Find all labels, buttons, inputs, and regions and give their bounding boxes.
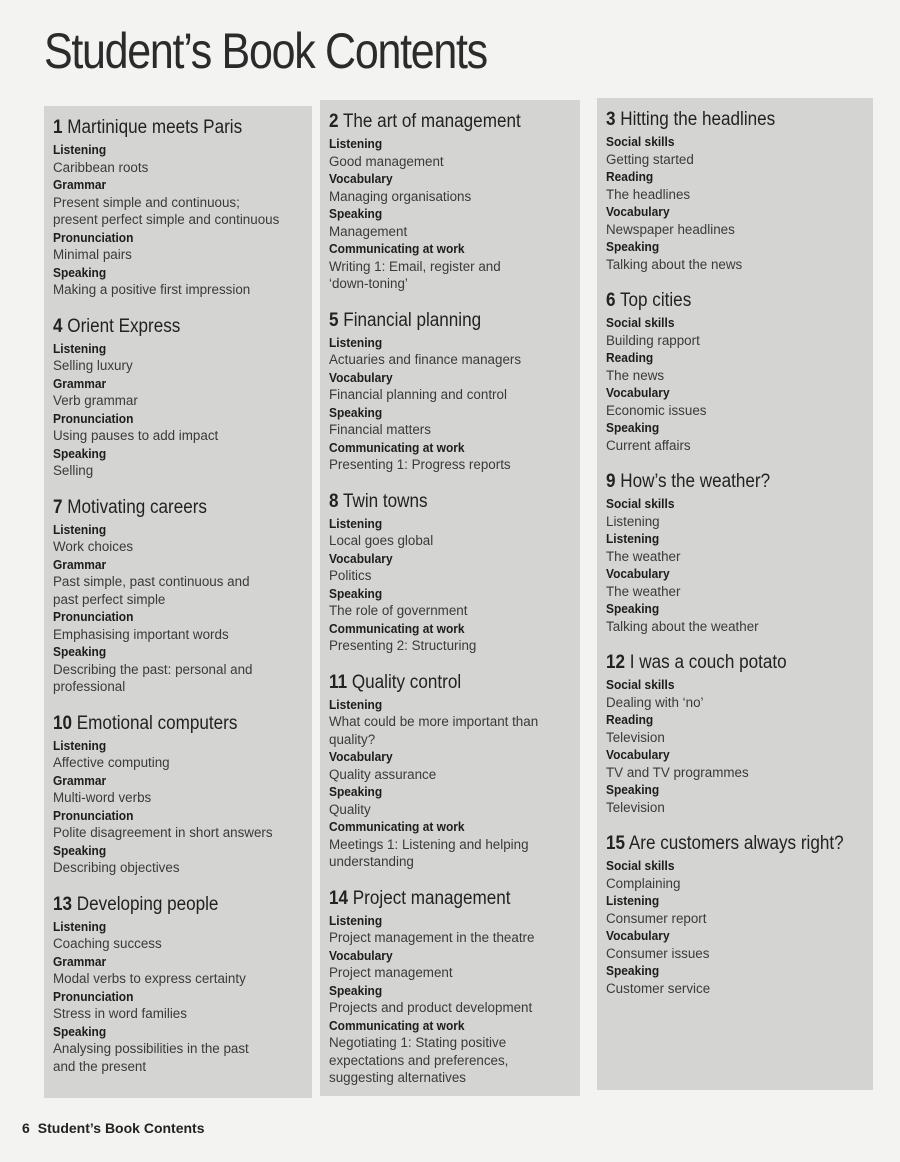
section-label: Vocabulary: [606, 566, 670, 581]
unit-heading: [329, 671, 548, 695]
unit-title: Top cities: [619, 290, 692, 311]
unit-block: [53, 496, 304, 696]
section-label: Listening: [53, 918, 107, 934]
section-item: Local goes global: [329, 533, 434, 548]
unit-number: 14: [329, 887, 349, 909]
section-label: Reading: [606, 712, 654, 727]
contents-column-3: [597, 98, 873, 1090]
contents-column-2: [320, 100, 580, 1096]
section-item: Selling: [53, 463, 94, 478]
section-item: Quality assurance: [329, 766, 437, 782]
section-label: Speaking: [329, 585, 383, 601]
unit-number: 8: [329, 490, 339, 512]
section-label: Listening: [606, 531, 660, 546]
section-label: Speaking: [606, 963, 660, 978]
unit-title: I was a couch potato: [629, 652, 787, 673]
section-item: Quality: [329, 801, 371, 817]
section-item: Modal verbs to express certainty: [53, 971, 246, 986]
page-title: Student’s Book Contents: [44, 23, 487, 79]
section-label: Vocabulary: [329, 550, 393, 566]
unit-block: [329, 490, 572, 655]
section-label: Listening: [53, 340, 107, 356]
section-item: TV and TV programmes: [606, 764, 749, 780]
section-item: Economic issues: [606, 402, 707, 418]
unit-heading: [53, 496, 279, 520]
section-item: Affective computing: [53, 755, 170, 770]
section-item: Making a positive first impression: [53, 282, 251, 297]
section-item: Minimal pairs: [53, 247, 132, 262]
section-item: Politics: [329, 568, 372, 583]
unit-number: 7: [53, 496, 63, 518]
section-label: Social skills: [606, 134, 675, 149]
section-label: Vocabulary: [329, 369, 393, 385]
section-item: Projects and product development: [329, 1000, 533, 1015]
unit-number: 5: [329, 309, 339, 331]
section-item: The role of government: [329, 603, 468, 618]
section-label: Listening: [53, 737, 107, 753]
section-label: Social skills: [606, 858, 675, 873]
section-label: Speaking: [329, 404, 383, 420]
unit-block: [53, 315, 304, 480]
section-label: Listening: [53, 142, 107, 157]
section-label: Listening: [329, 334, 383, 350]
section-label: Speaking: [53, 264, 107, 280]
section-label: Pronunciation: [53, 410, 134, 426]
unit-heading: [606, 108, 839, 132]
unit-number: 11: [329, 671, 348, 693]
section-item: Getting started: [606, 151, 694, 167]
section-label: Vocabulary: [606, 747, 670, 762]
section-item: Customer service: [606, 980, 711, 996]
section-label: Reading: [606, 350, 654, 365]
section-label: Social skills: [606, 315, 675, 330]
section-label: Speaking: [53, 445, 107, 461]
section-item: Financial planning and control: [329, 387, 507, 402]
section-label: Pronunciation: [53, 988, 134, 1004]
unit-block: [606, 289, 865, 454]
unit-title: Project management: [352, 887, 511, 909]
unit-number: 2: [329, 111, 339, 132]
section-item: Television: [606, 729, 665, 745]
unit-number: 3: [606, 109, 616, 130]
section-item: Listening: [606, 513, 660, 529]
section-label: Listening: [53, 521, 107, 537]
section-item: Television: [606, 799, 665, 815]
unit-block: [329, 887, 572, 1087]
section-label: Speaking: [329, 982, 383, 998]
section-label: Speaking: [606, 601, 660, 616]
section-label: Reading: [606, 169, 654, 184]
section-item: Consumer issues: [606, 945, 710, 961]
section-item: Talking about the weather: [606, 618, 759, 634]
section-item: Presenting 1: Progress reports: [329, 457, 511, 472]
unit-heading: [606, 832, 844, 856]
section-item: Dealing with ‘no’: [606, 694, 704, 710]
unit-block: [329, 110, 572, 293]
unit-heading: [606, 289, 839, 313]
footer-label: Student’s Book Contents: [37, 1120, 205, 1136]
section-label: Communicating at work: [329, 439, 465, 455]
section-label: Vocabulary: [329, 947, 393, 963]
section-item: Writing 1: Email, register and ‘down-toning’: [329, 258, 501, 291]
section-label: Grammar: [53, 772, 107, 788]
contents-column-1: [44, 106, 312, 1098]
section-item: Presenting 2: Structuring: [329, 638, 477, 653]
section-label: Speaking: [53, 1023, 107, 1039]
section-label: Speaking: [53, 842, 107, 858]
section-item: The headlines: [606, 186, 691, 202]
section-label: Vocabulary: [329, 749, 393, 764]
section-item: Meetings 1: Listening and helping understanding: [329, 836, 529, 869]
section-item: Past simple, past continuous and past perfect simple: [53, 574, 250, 607]
section-item: Project management: [329, 965, 453, 980]
section-label: Vocabulary: [606, 204, 670, 219]
unit-heading: [329, 110, 548, 134]
page-footer: [22, 1120, 205, 1136]
section-item: The news: [606, 367, 665, 383]
unit-title: How’s the weather?: [620, 471, 771, 492]
section-label: Grammar: [53, 953, 107, 969]
section-item: Negotiating 1: Stating positive expectations and preferences, suggesting alternatives: [329, 1035, 509, 1085]
unit-block: [606, 832, 865, 997]
section-item: Present simple and continuous; present perfect simple and continuous: [53, 194, 280, 227]
unit-title: Developing people: [76, 893, 219, 915]
section-item: Emphasising important words: [53, 626, 229, 642]
section-item: Talking about the news: [606, 256, 743, 272]
unit-number: 1: [53, 117, 63, 138]
section-label: Communicating at work: [329, 620, 465, 636]
section-item: Project management in the theatre: [329, 930, 535, 945]
section-label: Listening: [329, 912, 383, 928]
unit-title: Martinique meets Paris: [67, 117, 243, 138]
section-label: Listening: [329, 515, 383, 531]
section-item: Work choices: [53, 539, 134, 554]
section-label: Speaking: [606, 420, 660, 435]
section-label: Speaking: [329, 784, 383, 799]
unit-title: Quality control: [351, 671, 462, 693]
section-item: Using pauses to add impact: [53, 428, 219, 443]
unit-title: Are customers always right?: [628, 833, 844, 854]
section-item: Building rapport: [606, 332, 700, 348]
section-item: Complaining: [606, 875, 681, 891]
unit-title: Emotional computers: [76, 712, 238, 734]
section-label: Grammar: [53, 177, 107, 192]
section-item: Describing objectives: [53, 860, 180, 875]
section-item: Managing organisations: [329, 188, 472, 204]
section-label: Speaking: [329, 206, 383, 221]
section-item: Consumer report: [606, 910, 707, 926]
section-label: Speaking: [606, 782, 660, 797]
section-label: Grammar: [53, 375, 107, 391]
section-label: Pronunciation: [53, 609, 134, 624]
page-number: 6: [22, 1120, 30, 1136]
section-label: Grammar: [53, 556, 107, 572]
section-label: Listening: [329, 696, 383, 712]
section-item: Caribbean roots: [53, 159, 149, 175]
section-item: Management: [329, 223, 408, 239]
unit-heading: [53, 712, 279, 736]
unit-title: Financial planning: [343, 309, 482, 331]
section-item: Analysing possibilities in the past and the present: [53, 1041, 249, 1074]
unit-number: 10: [53, 712, 73, 734]
section-item: Coaching success: [53, 936, 162, 951]
section-item: Polite disagreement in short answers: [53, 825, 273, 840]
unit-heading: [53, 116, 279, 140]
section-label: Vocabulary: [606, 385, 670, 400]
section-label: Pronunciation: [53, 229, 134, 245]
section-label: Social skills: [606, 496, 675, 511]
unit-heading: [329, 309, 548, 333]
section-item: Multi-word verbs: [53, 790, 152, 805]
unit-block: [329, 671, 572, 871]
section-label: Social skills: [606, 677, 675, 692]
unit-number: 4: [53, 315, 63, 337]
unit-block: [53, 116, 304, 299]
section-label: Pronunciation: [53, 807, 134, 823]
section-label: Vocabulary: [329, 171, 393, 186]
unit-heading: [606, 651, 839, 675]
section-item: Newspaper headlines: [606, 221, 735, 237]
unit-title: Twin towns: [342, 490, 428, 512]
unit-heading: [53, 315, 279, 339]
unit-title: Orient Express: [67, 315, 181, 337]
section-item: Describing the past: personal and professional: [53, 661, 253, 694]
unit-heading: [606, 470, 839, 494]
section-item: The weather: [606, 548, 681, 564]
section-item: The weather: [606, 583, 681, 599]
section-label: Speaking: [606, 239, 660, 254]
unit-block: [53, 712, 304, 877]
section-item: Good management: [329, 153, 444, 169]
unit-block: [606, 651, 865, 816]
unit-block: [329, 309, 572, 474]
unit-block: [606, 470, 865, 635]
unit-title: Motivating careers: [67, 496, 207, 518]
section-label: Speaking: [53, 644, 107, 659]
section-label: Communicating at work: [329, 1017, 465, 1033]
section-label: Vocabulary: [606, 928, 670, 943]
unit-heading: [53, 893, 279, 917]
section-item: Selling luxury: [53, 358, 133, 373]
unit-number: 12: [606, 652, 626, 673]
section-label: Listening: [606, 893, 660, 908]
section-item: Actuaries and finance managers: [329, 352, 522, 367]
section-item: What could be more important than quality?: [329, 714, 539, 747]
unit-heading: [329, 490, 548, 514]
unit-title: Hitting the headlines: [620, 109, 776, 130]
unit-block: [53, 893, 304, 1076]
section-item: Current affairs: [606, 437, 691, 453]
unit-number: 13: [53, 893, 73, 915]
section-item: Verb grammar: [53, 393, 138, 408]
unit-block: [606, 108, 865, 273]
section-item: Stress in word families: [53, 1006, 187, 1021]
unit-heading: [329, 887, 548, 911]
unit-number: 9: [606, 471, 616, 492]
section-item: Financial matters: [329, 422, 431, 437]
section-label: Communicating at work: [329, 819, 465, 834]
unit-number: 15: [606, 833, 626, 854]
unit-number: 6: [606, 290, 616, 311]
unit-title: The art of management: [342, 111, 521, 132]
section-label: Communicating at work: [329, 241, 465, 256]
section-label: Listening: [329, 136, 383, 151]
